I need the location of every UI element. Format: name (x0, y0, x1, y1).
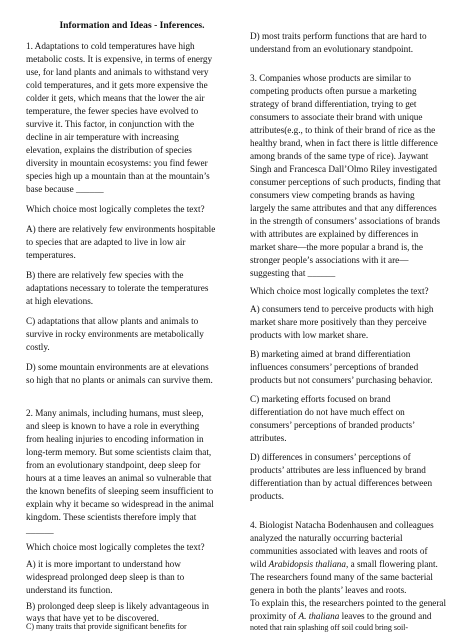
q2-choice-b[interactable]: ways that have yet to be discovered. (26, 613, 159, 623)
q4-passage-line: To explain this, the researchers pointed to the general (250, 598, 447, 608)
q1-passage-line: elevation, explains the distribution of species (26, 145, 192, 155)
q1-choice-c[interactable]: costly. (26, 342, 50, 352)
q1-passage-line: use, for land plants and animals to withstand very (26, 67, 209, 77)
q4-passage-line: analyzed the naturally occurring bacterial (250, 533, 403, 543)
q1-choice-a[interactable]: A) there are relatively few environments hospitable (26, 224, 216, 234)
q2-choice-d[interactable]: understand from an evolutionary standpoint. (250, 44, 414, 54)
q3-choice-b[interactable]: products but not consumers’ purchasing behavior. (250, 375, 433, 385)
q4-passage-line: noted that rain splashing off soil could bring soil- (250, 623, 409, 632)
q1-passage-line: colder it gets, which means that the lower the air (26, 93, 205, 103)
q3-choice-a[interactable]: market share more positively than they perceive (250, 317, 427, 327)
q2-passage-line: long-term memory. But some scientists claim that, (26, 447, 212, 457)
q3-choice-c[interactable]: C) marketing efforts focused on brand (250, 394, 391, 404)
q1-passage-line: cold temperatures, and it gets more expensive the (26, 80, 208, 90)
q3-choice-b[interactable]: influences consumers’ perceptions of branded (250, 362, 419, 372)
q3-choice-b[interactable]: B) marketing aimed at brand differentiation (250, 349, 411, 359)
q2-passage-line: hours at a time leaves an animal so vulnerable that (26, 473, 212, 483)
q3-passage-line: with attributes are explained by differences in (250, 229, 419, 239)
q3-passage-line: Singh and Francesca Dall’Olmo Riley investigated (250, 164, 438, 174)
q1-choice-d[interactable]: D) some mountain environments are at elevations (26, 362, 209, 372)
q1-passage-line: decline in air temperature with increasing (26, 132, 179, 142)
q1-passage-line: survive it. This factor, in conjunction with the (26, 119, 195, 129)
q2-passage-line: ______ (26, 525, 54, 535)
q1-choice-d[interactable]: so high that no plants or animals can survive them. (26, 375, 213, 385)
q4-text: proximity of (250, 611, 299, 621)
q3-passage-line: in the strength of consumers’ associations of brands (250, 216, 440, 226)
q2-prompt: Which choice most logically completes the text? (26, 542, 205, 552)
q2-choice-c[interactable]: C) many traits that provide significant benefits for (26, 622, 187, 631)
q1-passage-line: 1. Adaptations to cold temperatures have high (26, 41, 195, 51)
q4-passage-line: communities associated with leaves and roots of (250, 546, 428, 556)
q1-passage-line: species high up a mountain than at the mountain’s (26, 171, 210, 181)
q3-passage-line: 3. Companies whose products are similar to (250, 73, 412, 83)
q2-passage-line: 2. Many animals, including humans, must sleep, (26, 408, 204, 418)
q2-choice-c-wrap (26, 622, 238, 632)
q1-choice-c[interactable]: survive in rocky environments are metabolically (26, 329, 204, 339)
q3-passage-line: market share—the more popular a brand is, the (250, 242, 423, 252)
q4-text: leaves to the ground and (339, 611, 432, 621)
q2-passage-line: the known benefits of sleeping seem insufficient to (26, 486, 214, 496)
q2-passage-line: from an evolutionary standpoint, deep sleep for (26, 460, 201, 470)
q4-species-name: A. thaliana (298, 611, 340, 621)
q2-choice-a[interactable]: A) it is more important to understand how (26, 559, 181, 569)
q1-choice-b[interactable]: B) there are relatively few species with the (26, 270, 184, 280)
q2-passage-line: from healing injuries to encoding information in (26, 434, 204, 444)
q4-passage-line: The researchers found many of the same bacterial (250, 572, 433, 582)
q4-overflow (250, 623, 464, 632)
q3-choice-d[interactable]: differentiation than by actual differences between (250, 478, 433, 488)
q3-passage-line: competing products often pursue a marketing (250, 86, 417, 96)
q3-choice-a[interactable]: products with low market share. (250, 330, 369, 340)
q3-passage-line: consumers to associate their brand with unique (250, 112, 423, 122)
q3-choice-c[interactable]: attributes. (250, 433, 287, 443)
q1-choice-b[interactable]: at high elevations. (26, 296, 94, 306)
q1-passage-line: metabolic costs. It is expensive, in terms of energy (26, 54, 213, 64)
q3-choice-c[interactable]: consumers’ perceptions of branded products’ (250, 420, 416, 430)
q1-prompt: Which choice most logically completes the text? (26, 204, 205, 214)
q4-passage-line: genera in both the plants’ leaves and roots. (250, 585, 407, 595)
q3-choice-a[interactable]: A) consumers tend to perceive products with high (250, 304, 434, 314)
q3-passage-line: consumer perceptions of such products, finding that (250, 177, 441, 187)
q3-passage-line: suggesting that ______ (250, 268, 336, 278)
q4-text: , a small flowering plant. (345, 559, 438, 569)
q1-passage-line: temperature, the fewer species have evolved to (26, 106, 199, 116)
q4-species-name: Arabidopsis thaliana (268, 559, 346, 569)
q2-passage-line: and sleep is known to have a role in everything (26, 421, 200, 431)
q3-choice-d[interactable]: products’ attributes are less influenced by brand (250, 465, 426, 475)
q3-passage-line: consumers view competing brands as having (250, 190, 415, 200)
q1-passage-line: diversity in mountain ecosystems: you find fewer (26, 158, 208, 168)
q2-choice-d[interactable]: D) most traits perform functions that are hard to (250, 31, 427, 41)
q2-choice-a[interactable]: widespread prolonged deep sleep is than to (26, 572, 185, 582)
q1-choice-c[interactable]: C) adaptations that allow plants and animals to (26, 316, 199, 326)
q3-passage-line: attributes(e.g., to think of their brand of rice as the (250, 125, 436, 135)
q2-passage-line: explain why it became so widespread in the animal (26, 499, 214, 509)
q1-choice-a[interactable]: to species that are adapted to live in low air (26, 237, 186, 247)
q3-passage-line: largely the same attributes and that any differences (250, 203, 437, 213)
q3-passage-line: stronger people’s associations with it are— (250, 255, 409, 265)
q3-choice-d[interactable]: D) differences in consumers’ perceptions of (250, 452, 411, 462)
q2-passage-line: kingdom. These scientists therefore imply that (26, 512, 197, 522)
q4-passage-line (250, 558, 464, 571)
page-title: Information and Ideas - Inferences. (59, 20, 205, 31)
q4-passage-line (250, 610, 464, 623)
q3-choice-d[interactable]: products. (250, 491, 284, 501)
q3-choice-c[interactable]: differentiation do not have much effect on (250, 407, 405, 417)
q3-passage-line: strategy of brand differentiation, trying to get (250, 99, 417, 109)
q2-choice-b[interactable]: B) prolonged deep sleep is likely advantageous in (26, 601, 209, 611)
q2-choice-a[interactable]: understand its function. (26, 585, 113, 595)
q1-passage-line: base because ______ (26, 184, 104, 194)
q4-passage-line: 4. Biologist Natacha Bodenhausen and colleagues (250, 520, 434, 530)
q3-passage-line: among brands of the same type of rice). Jaywant (250, 151, 429, 161)
q3-prompt: Which choice most logically completes the text? (250, 286, 429, 296)
q4-text: wild (250, 559, 269, 569)
q1-choice-a[interactable]: temperatures. (26, 250, 76, 260)
q3-passage-line: healthy brand, when in fact there is little difference (250, 138, 438, 148)
q1-choice-b[interactable]: adaptations necessary to tolerate the temperatures (26, 283, 209, 293)
